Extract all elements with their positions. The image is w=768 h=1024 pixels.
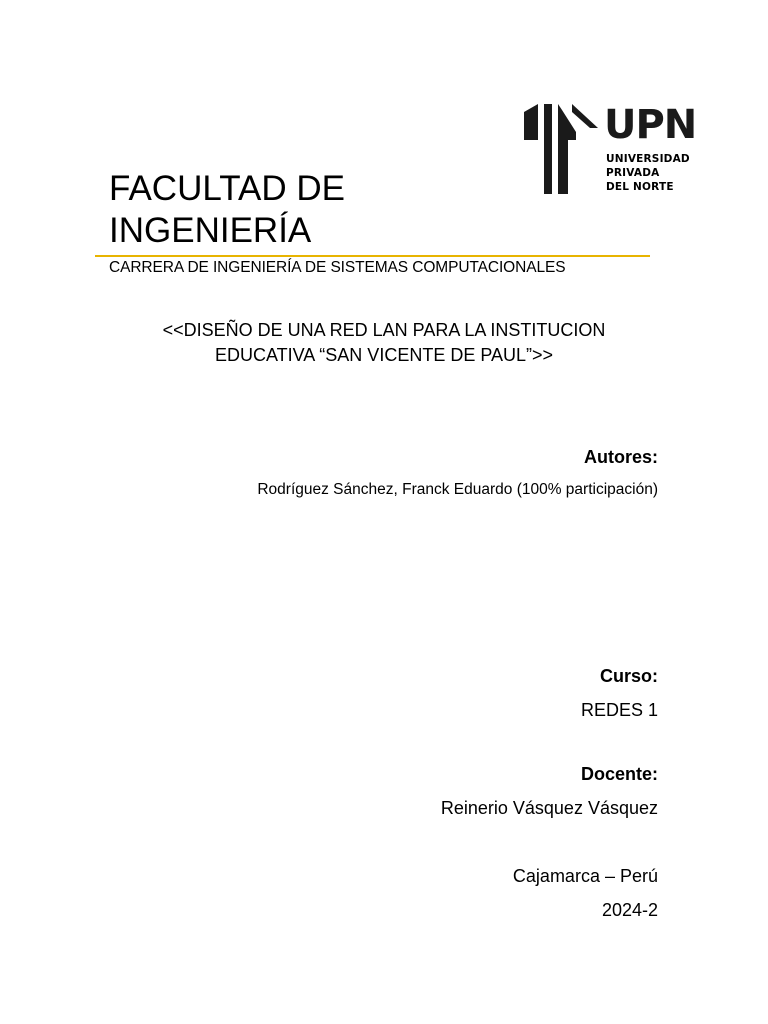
teacher-label: Docente: [580, 764, 658, 784]
project-title-line-2: EDUCATIVA “SAN VICENTE DE PAUL”>> [214, 345, 554, 365]
teacher-value: Reinerio Vásquez Vásquez [440, 798, 658, 818]
project-title [100, 318, 668, 368]
project-title-line-1: <<DISEÑO DE UNA RED LAN PARA LA INSTITUCION [162, 320, 606, 340]
course-label: Curso: [600, 666, 658, 686]
authors-value: Rodríguez Sánchez, Franck Eduardo (100% participación) [257, 481, 658, 498]
period: 2024-2 [601, 900, 658, 920]
authors-label: Autores: [583, 447, 658, 467]
upn-name [606, 152, 690, 194]
upn-acronym: UPN [604, 102, 697, 148]
place: Cajamarca – Perú [512, 866, 658, 886]
career-name: CARRERA DE INGENIERÍA DE SISTEMAS COMPUTACIONALES [109, 259, 566, 276]
course-value: REDES 1 [580, 700, 658, 720]
upn-line-3: DEL NORTE [606, 181, 674, 193]
accent-divider [95, 255, 650, 257]
upn-line-1: UNIVERSIDAD [606, 153, 690, 165]
faculty-line-2: INGENIERÍA [109, 211, 312, 250]
faculty-heading [109, 168, 529, 252]
faculty-line-1: FACULTAD DE [109, 169, 345, 208]
upn-logo [524, 102, 697, 196]
upn-line-2: PRIVADA [606, 167, 660, 179]
